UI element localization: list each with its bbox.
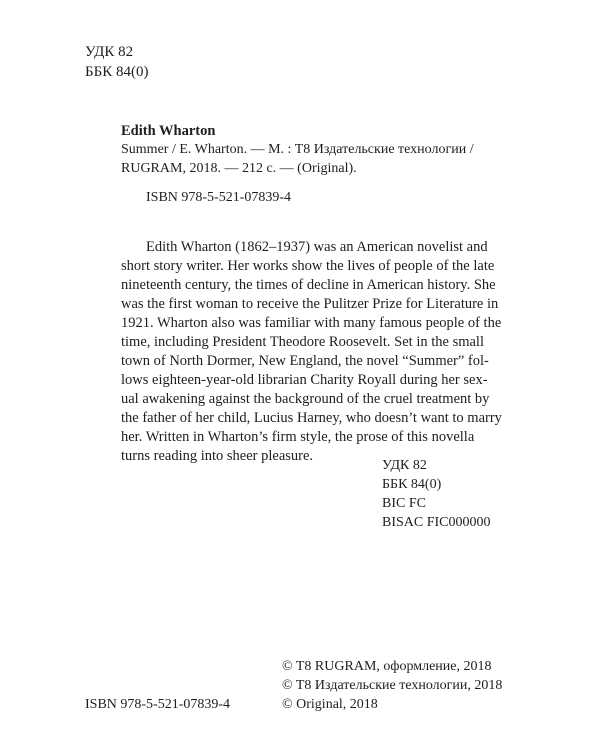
annotation-line: lows eighteen-year-old librarian Charity Royall during her sex- [121,372,488,388]
bbk-code: ББК 84(0) [85,64,149,80]
copyright-line: © T8 RUGRAM, оформление, 2018 [282,659,492,674]
copyright-line: © T8 Издательские технологии, 2018 [282,678,503,693]
annotation-line: the father of her child, Lucius Harney, who doesn’t want to marry [121,410,502,426]
isbn-bottom: ISBN 978-5-521-07839-4 [85,697,231,712]
annotation-paragraph [121,238,502,466]
annotation-line: ual awakening against the background of the cruel treatment by [121,391,490,407]
isbn-top: ISBN 978-5-521-07839-4 [146,190,292,205]
annotation-line: her. Written in Wharton’s firm style, the prose of this novella [121,429,475,445]
annotation-line: time, including President Theodore Roosevelt. Set in the small [121,334,484,350]
annotation-line: short story writer. Her works show the lives of people of the late [121,258,495,274]
bibliographic-entry [121,140,474,178]
copyright-notices [282,657,502,714]
annotation-line: 1921. Wharton also was familiar with many famous people of the [121,315,502,331]
classification-codes-right [382,456,491,532]
annotation-line: Edith Wharton (1862–1937) was an American novelist and [146,239,488,255]
annotation-line: town of North Dormer, New England, the novel “Summer” fol- [121,353,489,369]
udk-code: УДК 82 [382,458,427,473]
author-name: Edith Wharton [121,123,216,139]
bic-code: BIC FC [382,496,426,511]
annotation-line: turns reading into sheer pleasure. [121,448,314,464]
bibliographic-line: RUGRAM, 2018. — 212 с. — (Original). [121,161,357,176]
annotation-line: nineteenth century, the times of decline in American history. She [121,277,496,293]
udk-code: УДК 82 [85,44,134,60]
copyright-line: © Original, 2018 [282,697,378,712]
bisac-code: BISAC FIC000000 [382,515,491,530]
bbk-code: ББК 84(0) [382,477,442,492]
bibliographic-line: Summer / E. Wharton. — M. : T8 Издательские технологии / [121,142,474,157]
annotation-line: was the first woman to receive the Pulitzer Prize for Literature in [121,296,499,312]
classification-codes-top [85,42,148,82]
